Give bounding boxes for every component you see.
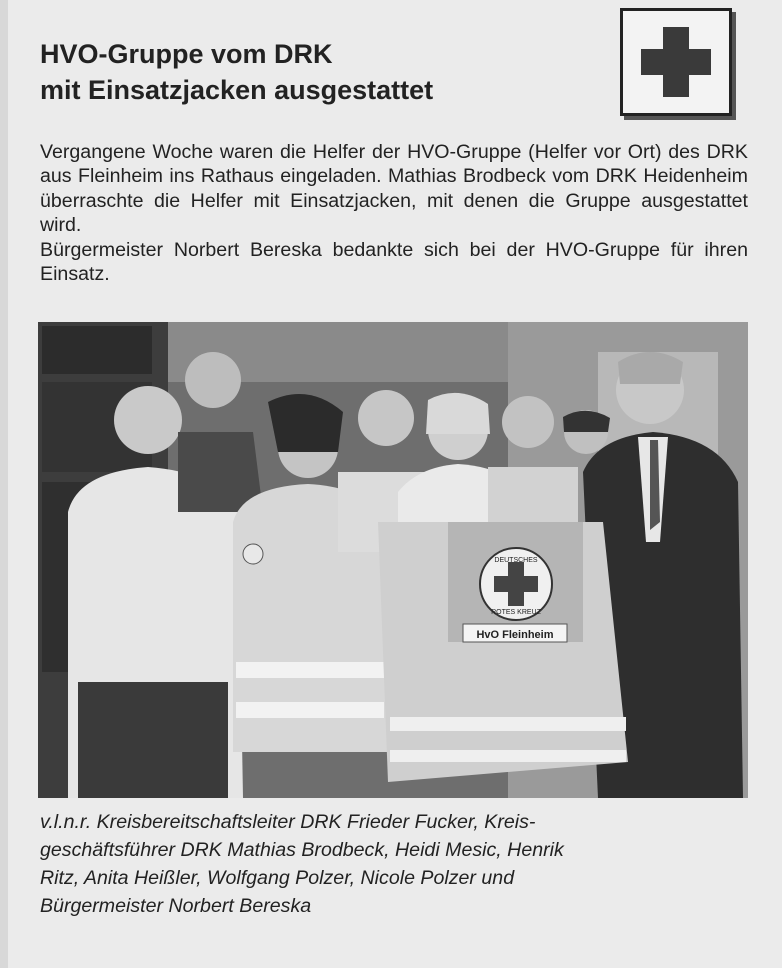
caption-line-1: v.l.n.r. Kreisbereitschaftsleiter DRK Frieder Fucker, Kreis- xyxy=(40,811,536,833)
paragraph-2: Bürgermeister Norbert Bereska bedankte sich bei der HVO-Gruppe für ihren Einsatz. xyxy=(40,238,748,286)
group-photo xyxy=(38,322,748,798)
caption-line-3: Ritz, Anita Heißler, Wolfgang Polzer, Nicole Polzer und xyxy=(40,867,515,889)
jacket-patch-label: HvO Fleinheim xyxy=(476,629,554,641)
paragraph-1: Vergangene Woche waren die Helfer der HVO-Gruppe (Helfer vor Ort) des DRK aus Fleinheim ins Rathaus eingeladen. Mathias Brodbeck vom DRK Heidenheim überraschte die Helfer mit Einsatzjacken, mit denen die Gruppe ausgestattet wird. xyxy=(40,141,748,237)
caption-line-4: Bürgermeister Norbert Bereska xyxy=(40,895,312,917)
group-photo-illustration xyxy=(38,322,748,798)
page-edge xyxy=(0,0,8,968)
headline-line-2: mit Einsatzjacken ausgestattet xyxy=(40,75,434,105)
drk-logo xyxy=(620,8,732,116)
photo-caption xyxy=(40,808,748,920)
red-cross-icon xyxy=(623,11,729,113)
headline-line-1: HVO-Gruppe vom DRK xyxy=(40,39,333,69)
article-headline xyxy=(40,36,600,108)
jacket-emblem-bottom: ROTES KREUZ xyxy=(491,609,541,616)
jacket-emblem-top: DEUTSCHES xyxy=(494,557,538,564)
caption-line-2: geschäftsführer DRK Mathias Brodbeck, Heidi Mesic, Henrik xyxy=(40,839,564,861)
article-body xyxy=(40,140,748,286)
